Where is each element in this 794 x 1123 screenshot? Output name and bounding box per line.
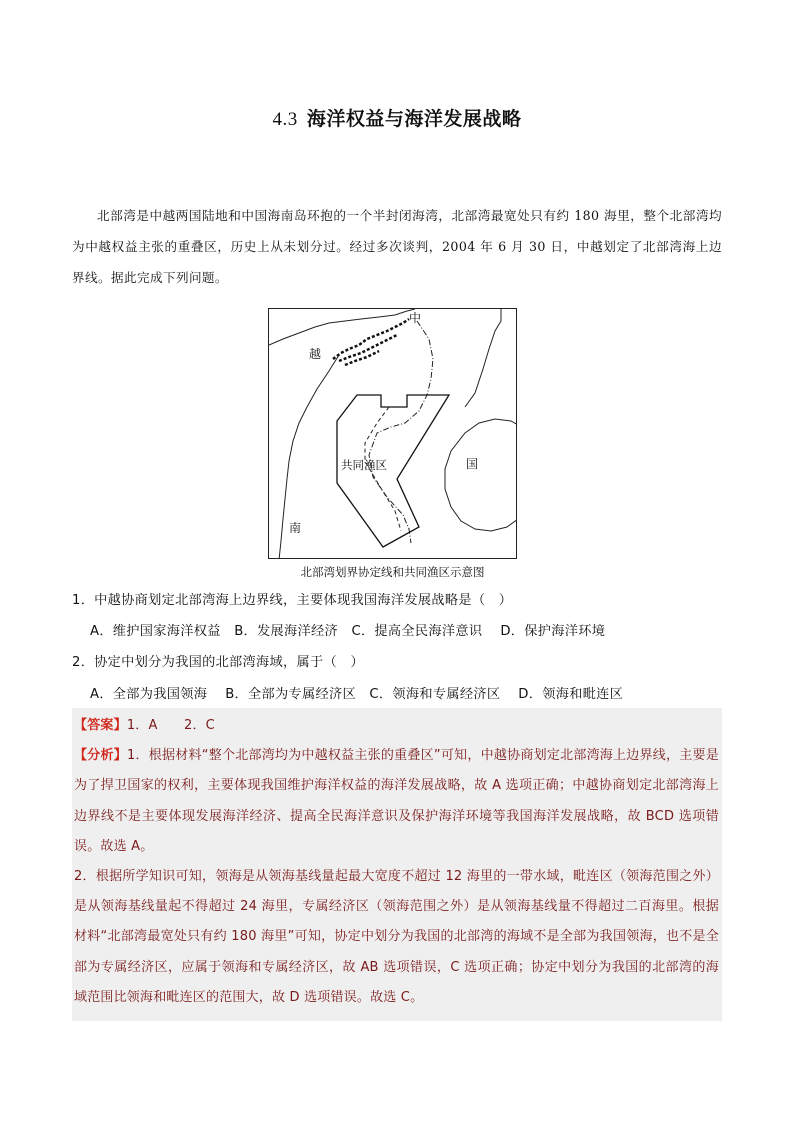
answer-text: 1．A 2．C (126, 718, 215, 733)
vietnam-coastline (279, 355, 339, 559)
map-label-guo: 国 (466, 457, 479, 471)
analysis-paragraph-2: 2．根据所学知识可知，领海是从领海基线量起最大宽度不超过 12 海里的一带水域，毗连区（领海范围之外）是从领海基线量起不得超过 24 海里，专属经济区（领海范围之外）是从领海基线量不得超过二百海里。根据材料“北部湾最宽处只有约 180 海里”可知，协定中划分为我国的北部湾的海域不是全部为我国领海，也不是全部为专属经济区，应属于领海和专属经济区，故 AB 选项错误，C 选项正确；协定中划分为我国的北部湾的海域范围比领海和毗连区的范围大，故 D 选项错误。故选 C。 (74, 869, 719, 1005)
section-number: 4.3 (272, 109, 298, 130)
figure-caption: 北部湾划界协定线和共同渔区示意图 (300, 565, 485, 579)
question-2-options: A．全部为我国领海 B．全部为专属经济区 C．领海和专属经济区 D．领海和毗连区 (90, 687, 624, 702)
question-2-stem: 2．协定中划分为我国的北部湾海域，属于（ ） (72, 655, 364, 670)
china-coastline (269, 309, 415, 345)
question-1-stem: 1．中越协商划定北部湾海上边界线，主要体现我国海洋发展战略是（ ） (72, 593, 513, 608)
answer-analysis-block (72, 708, 722, 1021)
answer-line (74, 711, 719, 741)
map-label-zone: 共同渔区 (341, 458, 387, 472)
boundary-line (369, 321, 433, 543)
reading-passage: 北部湾是中越两国陆地和中国海南岛环抱的一个半封闭海湾，北部湾最宽处只有约 180 海里，整个北部湾均为中越权益主张的重叠区，历史上从未划分过。经过多次谈判，2004 年 6 月 30 日，中越划定了北部湾海上边界线。据此完成下列问题。 (72, 208, 722, 285)
map-figure (268, 308, 517, 559)
china-coast-east (465, 309, 501, 407)
answer-label: 【答案】 (74, 718, 127, 733)
title-text: 海洋权益与海洋发展战略 (306, 108, 522, 130)
map-label-yue: 越 (309, 347, 322, 361)
coastal-islands (333, 319, 409, 365)
map-label-nan: 南 (289, 521, 302, 535)
analysis-text-1: 1．根据材料“整个北部湾均为中越权益主张的重叠区”可知，中越协商划定北部湾海上边界线，主要是为了捍卫国家的权利，主要体现我国维护海洋权益的海洋发展战略，故 A 选项正确；中越协商划定北部湾海上边界线不是主要体现发展海洋经济、提高全民海洋意识及保护海洋环境等我国海洋发展战略，故 BCD 选项错误。故选 A。 (74, 748, 719, 854)
question-1-options: A．维护国家海洋权益 B．发展海洋经济 C．提高全民海洋意识 D．保护海洋环境 (90, 624, 606, 639)
analysis-label: 【分析】 (74, 748, 127, 764)
map-label-zhong: 中 (409, 311, 422, 325)
page-title (0, 104, 794, 131)
gulf-map (269, 309, 517, 559)
analysis-paragraph-1 (74, 741, 719, 862)
hainan-island (445, 419, 517, 531)
